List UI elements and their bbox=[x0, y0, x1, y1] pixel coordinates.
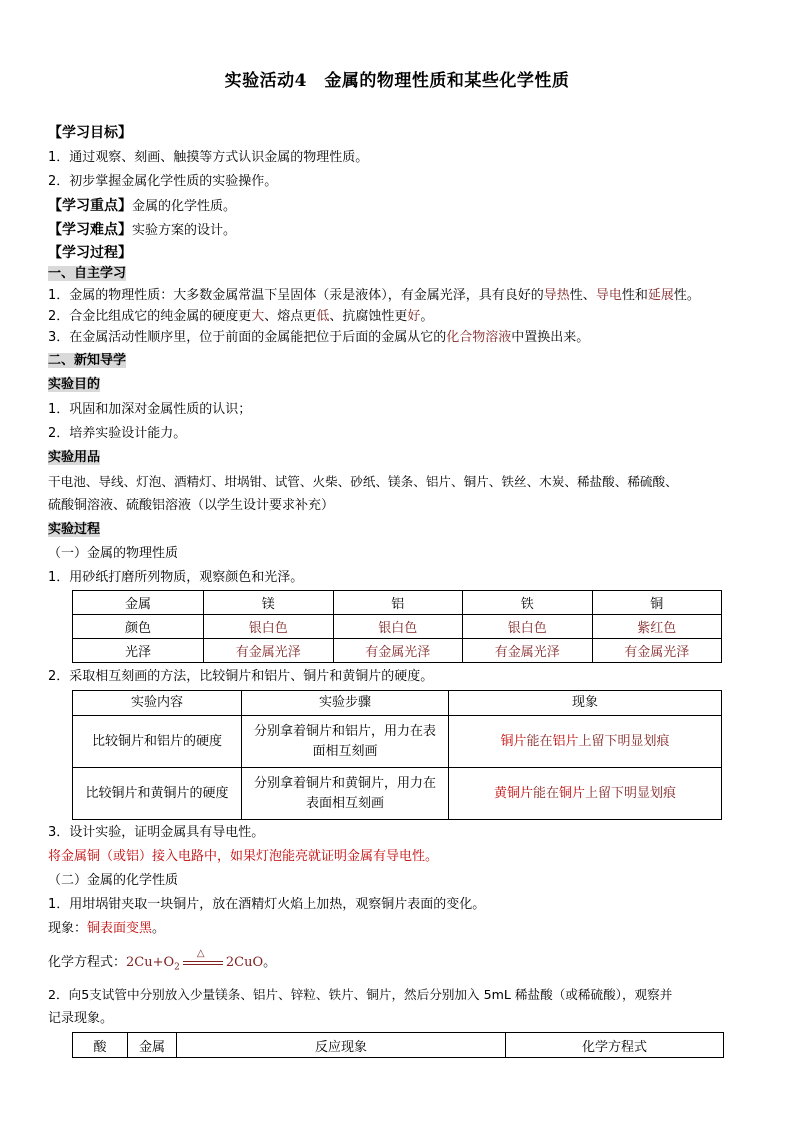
answer-blank: 导电 bbox=[595, 288, 622, 303]
self-study-item-1 bbox=[48, 287, 700, 305]
phenomenon-part: 能在 bbox=[526, 733, 553, 749]
table-row bbox=[73, 615, 722, 639]
phenomenon-part: 铜片 bbox=[559, 785, 586, 801]
self-study-item-2 bbox=[48, 308, 433, 326]
table-cell: 银白色 bbox=[204, 615, 334, 639]
new-guide-header: 二、新知导学 bbox=[48, 353, 127, 368]
answer-blank: 延展 bbox=[647, 288, 674, 303]
table-cell: 颜色 bbox=[73, 615, 204, 639]
table-cell: 比较铜片和铝片的硬度 bbox=[73, 716, 242, 768]
purpose-header: 实验目的 bbox=[48, 377, 101, 392]
table-cell bbox=[449, 768, 722, 820]
table-header-row bbox=[73, 1033, 724, 1058]
physical-step-3-answer: 将金属铜（或铝）接入电路中，如果灯泡能亮就证明金属有导电性。 bbox=[48, 849, 439, 864]
answer-blank: 好 bbox=[407, 309, 421, 324]
table-cell: 光泽 bbox=[73, 639, 204, 663]
text-segment: 、熔点更 bbox=[264, 309, 317, 324]
materials-line-2: 硫酸铜溶液、硫酸铝溶液（以学生设计要求补充） bbox=[48, 498, 335, 513]
materials-line-1: 干电池、导线、灯泡、酒精灯、坩埚钳、试管、火柴、砂纸、镁条、铝片、铜片、铁丝、木炭、稀盐酸、稀硫酸、 bbox=[48, 474, 678, 489]
text-segment: 性和 bbox=[621, 288, 648, 303]
table-cell: 实验内容 bbox=[73, 691, 242, 716]
table-cell: 镁 bbox=[204, 591, 334, 615]
process-header: 【学习过程】 bbox=[48, 245, 132, 261]
purpose-header-line bbox=[48, 376, 100, 394]
text-segment: 性、 bbox=[569, 288, 596, 303]
text-segment: 中置换出来。 bbox=[511, 330, 590, 345]
self-study-header: 一、自主学习 bbox=[48, 266, 127, 281]
chemical-equation bbox=[126, 947, 264, 973]
table-cell: 金属 bbox=[128, 1033, 177, 1058]
goal-item-2: 2．初步掌握金属化学性质的实验操作。 bbox=[48, 174, 278, 189]
phenomenon-part: 铜片 bbox=[500, 733, 527, 749]
table-cell: 银白色 bbox=[463, 615, 593, 639]
table-row bbox=[73, 639, 722, 663]
equation-subscript: 2 bbox=[174, 962, 180, 973]
goal-item-1: 1．通过观察、刻画、触摸等方式认识金属的物理性质。 bbox=[48, 150, 369, 165]
materials-header-line bbox=[48, 449, 100, 467]
table-cell: 紫红色 bbox=[592, 615, 722, 639]
difficulty-text: 实验方案的设计。 bbox=[132, 223, 237, 238]
phenomenon-answer: 铜表面变黑 bbox=[87, 921, 153, 936]
table-cell: 银白色 bbox=[333, 615, 463, 639]
key-point-line bbox=[48, 197, 236, 216]
purpose-item-1: 1．巩固和加深对金属性质的认识； bbox=[48, 402, 252, 417]
step-text: 分别拿着铜片和黄铜片，用力在 bbox=[253, 775, 436, 791]
chemical-step-2-line-1: 2．向5支试管中分别放入少量镁条、铝片、锌粒、铁片、铜片，然后分别加入 5mL 稀盐酸（或稀硫酸），观察并 bbox=[48, 987, 673, 1002]
materials-header: 实验用品 bbox=[48, 450, 101, 465]
text-segment: 、抗腐蚀性更 bbox=[329, 309, 408, 324]
phenomenon-line bbox=[48, 920, 165, 938]
table-row bbox=[73, 768, 722, 820]
color-luster-table bbox=[72, 590, 722, 663]
step-text: 表面相互刻画 bbox=[305, 795, 384, 811]
equals-bar bbox=[183, 964, 223, 965]
goals-header: 【学习目标】 bbox=[48, 125, 132, 141]
difficulty-label: 【学习难点】 bbox=[48, 222, 132, 238]
answer-blank: 大 bbox=[251, 309, 265, 324]
table-cell: 有金属光泽 bbox=[592, 639, 722, 663]
self-study-item-3 bbox=[48, 329, 589, 347]
table-row bbox=[73, 716, 722, 768]
text-segment: 3．在金属活动性顺序里，位于前面的金属能把位于后面的金属从它的 bbox=[48, 330, 447, 345]
table-cell bbox=[242, 716, 449, 768]
table-header-row bbox=[73, 691, 722, 716]
table-cell: 反应现象 bbox=[177, 1033, 506, 1058]
table-cell: 铁 bbox=[463, 591, 593, 615]
equation-label: 化学方程式： bbox=[48, 955, 127, 970]
answer-blank: 化合物溶液 bbox=[446, 330, 512, 345]
self-study-header-line bbox=[48, 265, 126, 283]
physical-step-2: 2．采取相互刻画的方法，比较铜片和铝片、铜片和黄铜片的硬度。 bbox=[48, 669, 434, 684]
experiment-process-header: 实验过程 bbox=[48, 522, 101, 537]
text-segment: 1．金属的物理性质：大多数金属常温下呈固体（汞是液体），有金属光泽，具有良好的 bbox=[48, 288, 544, 303]
key-point-label: 【学习重点】 bbox=[48, 198, 132, 214]
physical-step-3: 3．设计实验，证明金属具有导电性。 bbox=[48, 825, 265, 840]
step-text: 分别拿着铜片和铝片，用力在表 bbox=[253, 723, 436, 739]
equals-bar bbox=[183, 961, 223, 962]
table-cell: 有金属光泽 bbox=[333, 639, 463, 663]
reaction-table bbox=[72, 1032, 724, 1058]
table-cell: 铜 bbox=[592, 591, 722, 615]
phenomenon-part: 黄铜片 bbox=[493, 785, 533, 801]
table-cell: 有金属光泽 bbox=[204, 639, 334, 663]
table-cell: 金属 bbox=[73, 591, 204, 615]
phenomenon-part: 上留下明显划痕 bbox=[578, 733, 670, 749]
table-cell: 酸 bbox=[73, 1033, 128, 1058]
phenomenon-part: 能在 bbox=[532, 785, 559, 801]
chemical-step-1: 1．用坩埚钳夹取一块铜片，放在酒精灯火焰上加热，观察铜片表面的变化。 bbox=[48, 897, 486, 912]
page-title: 实验活动4 金属的物理性质和某些化学性质 bbox=[224, 71, 570, 91]
purpose-item-2: 2．培养实验设计能力。 bbox=[48, 426, 187, 441]
phenomenon-label: 现象： bbox=[48, 921, 88, 936]
physical-header: （一）金属的物理性质 bbox=[48, 546, 179, 561]
heat-triangle-icon: △ bbox=[196, 947, 205, 959]
table-cell: 化学方程式 bbox=[506, 1033, 724, 1058]
equation-line bbox=[48, 947, 277, 977]
difficulty-line bbox=[48, 221, 236, 240]
equation-end: 。 bbox=[263, 955, 277, 970]
phenomenon-part: 上留下明显划痕 bbox=[585, 785, 677, 801]
equation-products: 2CuO bbox=[225, 955, 264, 970]
key-point-text: 金属的化学性质。 bbox=[132, 199, 237, 214]
table-cell: 现象 bbox=[449, 691, 722, 716]
text-segment: 性。 bbox=[673, 288, 700, 303]
chemical-header: （二）金属的化学性质 bbox=[48, 873, 179, 888]
table-cell bbox=[242, 768, 449, 820]
table-cell: 比较铜片和黄铜片的硬度 bbox=[73, 768, 242, 820]
table-cell: 铝 bbox=[333, 591, 463, 615]
text-segment: 。 bbox=[420, 309, 434, 324]
hardness-table bbox=[72, 690, 722, 820]
table-header-row bbox=[73, 591, 722, 615]
text-segment: 2．合金比组成它的纯金属的硬度更 bbox=[48, 309, 252, 324]
answer-blank: 低 bbox=[316, 309, 330, 324]
physical-step-1: 1．用砂纸打磨所列物质，观察颜色和光泽。 bbox=[48, 570, 304, 585]
chemical-step-2-line-2: 记录现象。 bbox=[48, 1011, 114, 1026]
table-cell: 有金属光泽 bbox=[463, 639, 593, 663]
process-header-2-line bbox=[48, 521, 100, 539]
phenomenon-end: 。 bbox=[152, 921, 166, 936]
equation-reactants: 2Cu+O bbox=[126, 955, 175, 970]
table-cell bbox=[449, 716, 722, 768]
table-cell: 实验步骤 bbox=[242, 691, 449, 716]
answer-blank: 导热 bbox=[543, 288, 570, 303]
new-guide-header-line bbox=[48, 352, 126, 370]
step-text: 面相互刻画 bbox=[312, 743, 378, 759]
equals-arrow-icon bbox=[183, 947, 223, 969]
phenomenon-part: 铝片 bbox=[552, 733, 579, 749]
